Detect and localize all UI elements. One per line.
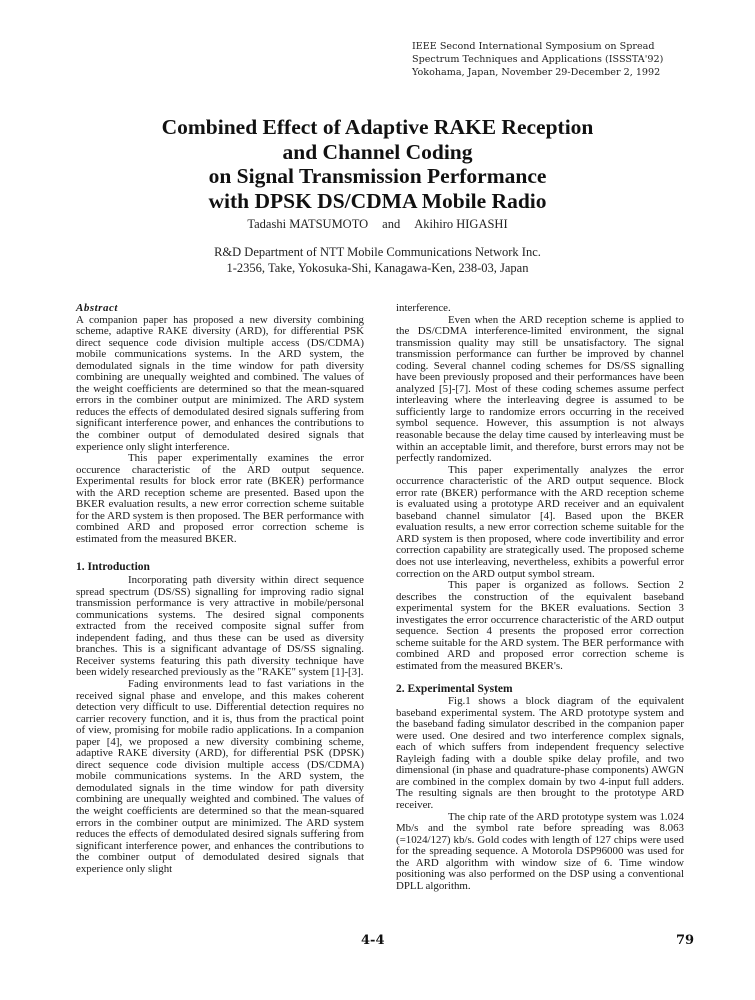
left-column — [76, 303, 364, 875]
body-paragraph: The chip rate of the ARD prototype system was 1.024 Mb/s and the symbol rate before spreading was 8.063 (=1024/127) kb/s. Gold codes with length of 127 chips were used for the spreading sequence. A Motorola DSP96000 was used for the ARD algorithm with window size of 6. Time window positioning was also performed on the DSP using a conventional DPLL algorithm. — [396, 810, 684, 892]
section-heading-experimental-system: 2. Experimental System — [396, 682, 513, 695]
author-second: Akihiro HIGASHI — [414, 217, 508, 231]
conference-line: Yokohama, Japan, November 29-December 2, 1992 — [412, 67, 661, 78]
body-paragraph: Fading environments lead to fast variations in the received signal phase and envelope, and this makes coherent detection very difficult to use. Differential detection requires no carrier recovery function, and it is, thus from the practical point of view, promising for mobile radio applications. In a companion paper [4], we proposed a new diversity combining scheme, adaptive RAKE diversity (ARD), for differential PSK (DPSK) direct sequence code division multiple access (DS/CDMA) mobile communications systems. In the ARD system, the demodulated signals in the time window for path diversity combining are unequally weighted and combined. The values of the weight coefficients are determined so that the mean-squared errors in the combiner output are minimized. The ARD system reduces the effects of demodulated desired signals suffering from significant interference power, and enhances the contributions to the combiner output of demodulated desired signals that experience only slight — [76, 677, 364, 875]
abstract-paragraph: A companion paper has proposed a new diversity combining scheme, adaptive RAKE diversity (ARD), for differential PSK direct sequence code division multiple access (DS/CDMA) mobile communications systems. In the ARD system, the demodulated signals in the time window for path diversity combining are unequally weighted and combined. The values of the weight coefficients are determined so that the mean-squared errors in the combiner output are minimized. The ARD system reduces the effects of demodulated desired signals suffering from significant interference power, and enhances the contributions to the combiner output of demodulated desired signals that experience only slight interference. — [76, 313, 364, 453]
abstract-paragraph: This paper experimentally examines the error occurence characteristic of the ARD output sequence. Experimental results for block error rate (BKER) performance with the ARD reception scheme are presented. Based upon the BKER evaluation results, a new error correction scheme suitable for the ARD system is then proposed. The BER performance with combined ARD and proposed error correction scheme is estimated from the measured BKER. — [76, 452, 364, 545]
page-number: 79 — [676, 933, 695, 948]
body-paragraph: This paper experimentally analyzes the error occurrence characteristic of the ARD output sequence. Block error rate (BKER) performance with the ARD reception scheme is evaluated using a prototype ARD receiver and an equivalent baseband channel simulator [4]. Based upon the BKER evaluation results, a new error correction scheme suitable for the ARD system is then proposed, where code invertibility and error correction capability are strategically used. The proposed scheme does not use interleaving, nevertheless, exhibits a powerful error correction on the ARD output symbol stream. — [396, 463, 684, 580]
conference-line: IEEE Second International Symposium on Spread — [412, 41, 655, 52]
title-line: with DPSK DS/CDMA Mobile Radio — [208, 188, 547, 213]
author-first: Tadashi MATSUMOTO — [247, 217, 369, 231]
body-paragraph: Even when the ARD reception scheme is applied to the DS/CDMA interference-limited environment, the signal transmission quality may still be unsatisfactory. The signal transmission performance can further be improved by channel coding. Several channel coding schemes for DS/SS signalling have been previously proposed and their performances have been analyzed [5]-[7]. Most of these coding schemes assume perfect interleaving where the interleaving degree is assumed to be sufficiently large to randomize errors occurring in the received symbol sequence. However, this assumption is not always reasonable because the delay time caused by interleaving must be within an acceptable limit, and therefore, burst errors may not be perfectly randomized. — [396, 313, 684, 465]
affiliation-line: 1-2356, Take, Yokosuka-Shi, Kanagawa-Ken, 238-03, Japan — [226, 260, 529, 275]
body-paragraph: This paper is organized as follows. Section 2 describes the construction of the equivalent baseband experimental system for the BKER evaluations. Section 3 investigates the error occurrence characteristic of the ARD output sequence. Section 4 presents the proposed error correction scheme suitable for the ARD system. The BER performance with combined ARD and proposed error correction scheme is estimated from the measured BKER's. — [396, 579, 684, 672]
conference-header — [412, 40, 712, 79]
section-heading-introduction: 1. Introduction — [76, 561, 150, 574]
right-column — [396, 303, 684, 892]
title-line: on Signal Transmission Performance — [208, 164, 547, 188]
title-line: Combined Effect of Adaptive RAKE Reception — [161, 115, 594, 139]
title-line: and Channel Coding — [282, 139, 473, 164]
body-paragraph-continued: interference. — [396, 302, 451, 314]
affiliation — [100, 245, 655, 276]
section-page-label: 4-4 — [361, 933, 385, 948]
paper-title — [100, 115, 655, 213]
body-paragraph: Incorporating path diversity within direct sequence spread spectrum (DS/SS) signalling for improving radio signal transmission performance is very attractive in mobile/personal communications systems. The desired signal components extracted from the received composite signal suffer from independent fading, and thus these can be used as diversity branches. This is a significant advantage of DS/SS signaling. Receiver systems featuring this path diversity technique have been widely researched previously as the "RAKE" system [1]-[3]. — [76, 574, 364, 679]
affiliation-line: R&D Department of NTT Mobile Communications Network Inc. — [214, 245, 541, 259]
abstract-heading: Abstract — [76, 302, 118, 314]
author-conjunction: and — [382, 217, 401, 231]
authors — [100, 217, 655, 232]
conference-line: Spectrum Techniques and Applications (ISSSTA'92) — [412, 54, 664, 65]
body-paragraph: Fig.1 shows a block diagram of the equivalent baseband experimental system. The ARD prototype system and the baseband fading simulator described in the companion paper were used. One desired and two interference complex signals, each of which suffers from independent frequency selective Rayleigh fading with a double spike delay profile, and two dimensional (in phase and quadrature-phase components) AWGN are combined in the complex domain by two 4-input full adders. The resulting signals are then brought to the prototype ARD receiver. — [396, 695, 684, 811]
